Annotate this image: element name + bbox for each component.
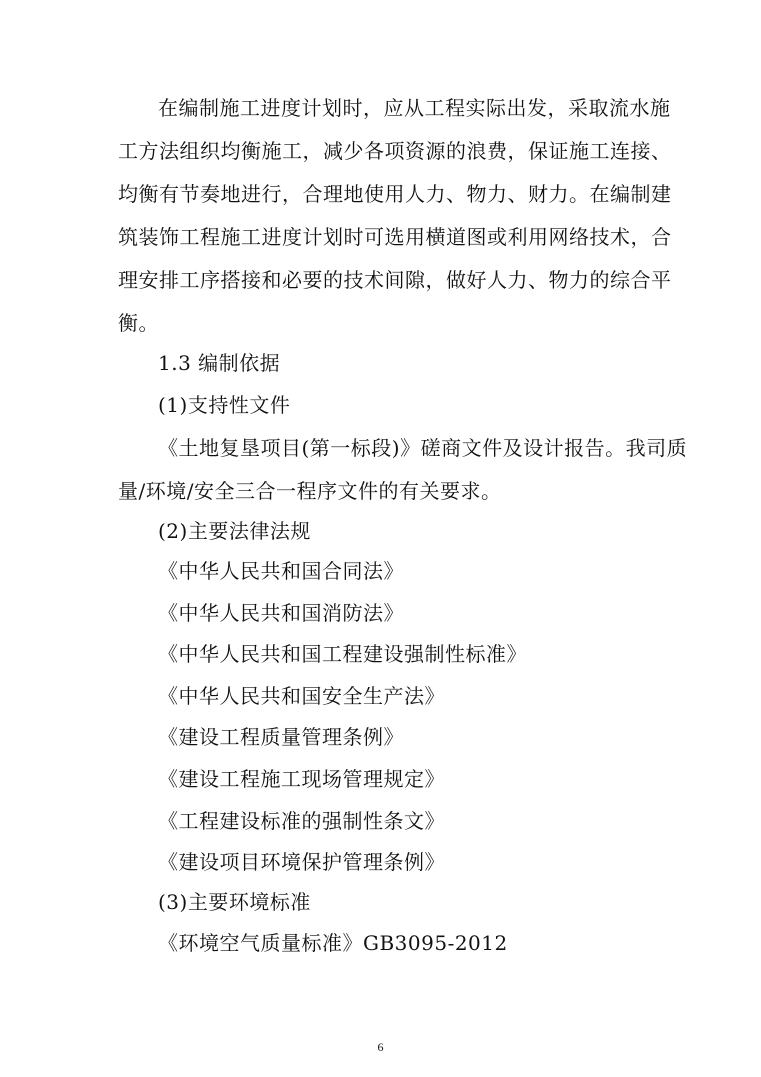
law-list-item: 《中华人民共和国合同法》	[158, 559, 404, 583]
law-list-item: 《中华人民共和国安全生产法》	[158, 684, 445, 708]
law-list-item: 《建设工程施工现场管理规定》	[158, 767, 445, 791]
paragraph-line: 在编制施工进度计划时，应从工程实际出发，采取流水施	[158, 96, 671, 120]
subsection-heading: (2)主要法律法规	[158, 519, 311, 543]
standard-list-item: 《环境空气质量标准》GB3095-2012	[158, 931, 508, 955]
law-list-item: 《中华人民共和国工程建设强制性标准》	[158, 642, 527, 666]
law-list-item: 《工程建设标准的强制性条文》	[158, 809, 445, 833]
subsection-heading: (1)支持性文件	[158, 393, 291, 417]
law-list-item: 《中华人民共和国消防法》	[158, 601, 404, 625]
section-heading: 1.3 编制依据	[158, 351, 281, 375]
paragraph-line: 量/环境/安全三合一程序文件的有关要求。	[118, 479, 502, 503]
paragraph-line: 理安排工序搭接和必要的技术间隙，做好人力、物力的综合平	[118, 268, 672, 292]
subsection-heading: (3)主要环境标准	[158, 890, 311, 914]
paragraph-line: 均衡有节奏地进行，合理地使用人力、物力、财力。在编制建	[118, 182, 672, 206]
law-list-item: 《建设工程质量管理条例》	[158, 725, 404, 749]
page-number: 6	[377, 1040, 384, 1054]
paragraph-line: 筑装饰工程施工进度计划时可选用横道图或利用网络技术，合	[118, 225, 672, 249]
paragraph-line: 《土地复垦项目(第一标段)》磋商文件及设计报告。我司质	[158, 436, 688, 460]
paragraph-line: 工方法组织均衡施工，减少各项资源的浪费，保证施工连接、	[118, 139, 672, 163]
paragraph-line: 衡。	[118, 311, 159, 335]
law-list-item: 《建设项目环境保护管理条例》	[158, 850, 445, 874]
